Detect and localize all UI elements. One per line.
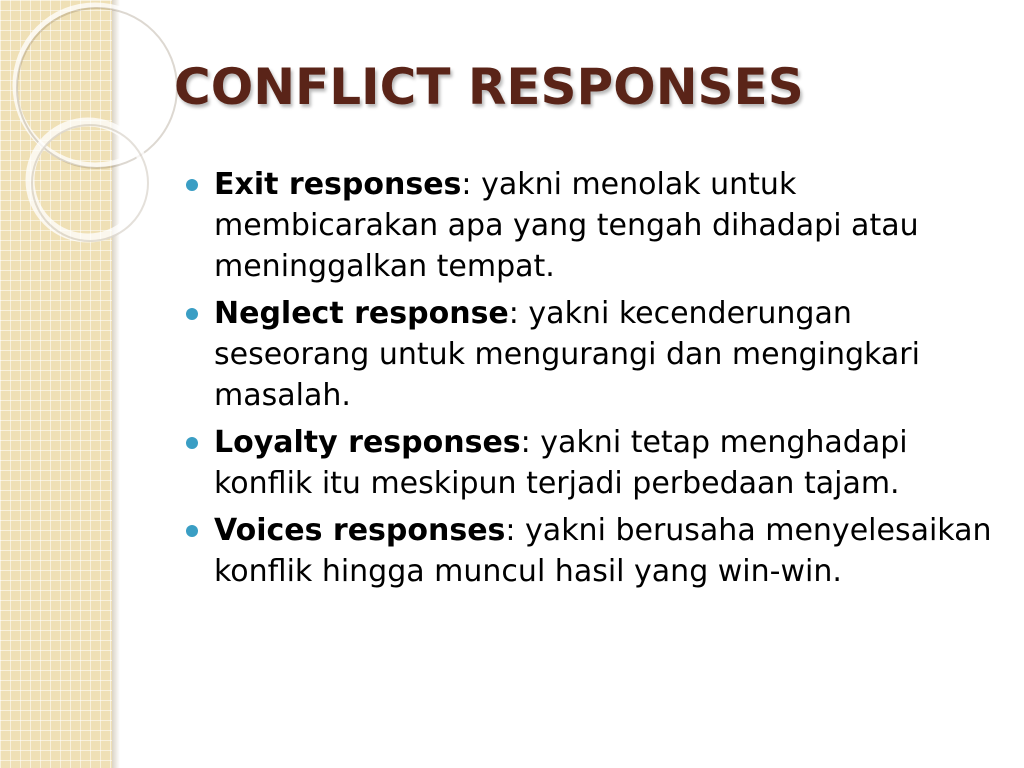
bullet-dot-icon [186,179,198,191]
bullet-item-neglect [186,293,996,416]
bullet-dot-icon [186,437,198,449]
bullet-item-exit [186,164,996,287]
bullet-dot-icon [186,525,198,537]
bullet-description: : yakni tetap menghadapi konflik itu meskipun terjadi perbedaan tajam. [214,425,908,501]
slide-title: CONFLICT RESPONSES [174,58,804,116]
bullet-term: Neglect response [214,296,509,331]
bullet-term: Loyalty responses [214,425,521,460]
bullet-term: Exit responses [214,167,462,202]
side-band-shadow [112,0,120,768]
bullet-list [186,164,996,598]
bullet-description: : yakni kecenderungan seseorang untuk mengurangi dan mengingkari masalah. [214,296,920,413]
bullet-description: : yakni berusaha menyelesaikan konflik hingga muncul hasil yang win-win. [214,513,992,589]
bullet-dot-icon [186,308,198,320]
bullet-term: Voices responses [214,513,506,548]
bullet-item-loyalty [186,422,996,504]
side-pattern-band [0,0,112,768]
bullet-item-voices [186,510,996,592]
bullet-description: : yakni menolak untuk membicarakan apa yang tengah dihadapi atau meninggalkan tempat. [214,167,919,284]
